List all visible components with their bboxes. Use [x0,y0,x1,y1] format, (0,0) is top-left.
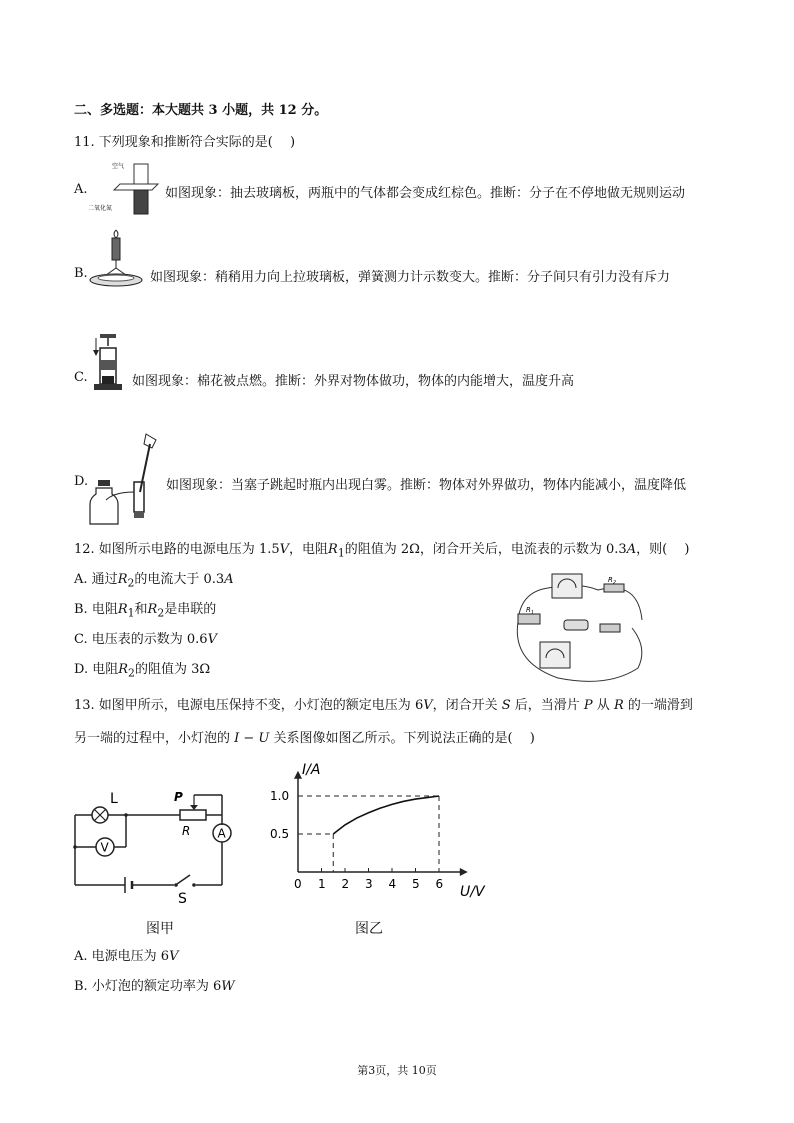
q11-fig-spring-scale [88,228,148,288]
q11-option-d-letter: D. [74,474,89,489]
q11-option-d-text: 如图现象：当塞子跳起时瓶内出现白雾。推断：物体对外界做功，物体内能减小，温度降低 [166,478,687,493]
q12-stem: 12. 如图所示电路的电源电压为 1.5V，电阻$R_1$的阻值为 2Ω，闭合开关后，电流表的示数为 0.3A，则( ) [74,542,690,560]
fig-label-no2: 二氧化氮 [88,205,113,212]
q11-stem: 11. 下列现象和推断符合实际的是( ) [74,135,296,150]
y-tick-label: 0.5 [270,827,290,841]
q11-fig-gas-bottles [88,160,160,218]
voltmeter-device [540,642,570,668]
q11-option-c-text: 如图现象：棉花被点燃。推断：外界对物体做功，物体的内能增大，温度升高 [132,374,575,389]
y-axis-arrow [294,771,302,779]
x-tick-label: 6 [435,877,444,891]
x-tick-label: 2 [341,877,350,891]
svg-text:R1: $R_1$ [526,606,535,616]
section-title: 二、多选题：本大题共 3 小题，共 12 分。 [74,103,328,118]
q13-option-b: B. 小灯泡的额定功率为 6W [74,979,235,994]
q13-circuit-diagram [70,785,240,905]
svg-text:R2: $R_2$ [608,576,617,586]
resistor-r1 [518,614,540,624]
q12-option-a: A. 通过$R_2$的电流大于 0.3A [74,572,234,590]
series-curve [333,796,439,834]
x-tick-label: 4 [388,877,397,891]
q11-option-a-letter: A. [74,182,88,197]
q12-option-d: D. 电阻$R_2$的阻值为 3Ω [74,662,211,680]
svg-text:R: R [182,824,191,838]
q11-option-a-text: 如图现象：抽去玻璃板，两瓶中的气体都会变成红棕色。推断：分子在不停地做无规则运动 [165,186,686,201]
y-tick-label: 1.0 [270,789,290,803]
x-tick-label: 3 [365,877,373,891]
q12-option-c: C. 电压表的示数为 0.6V [74,632,217,647]
y-axis-label: I/A [302,762,321,778]
q13-stem-line2: 另一端的过程中，小灯泡的 I − U 关系图像如图乙所示。下列说法正确的是( ) [74,731,535,746]
caption-circuit: 图甲 [146,921,174,937]
q11-fig-bottle-pump [88,432,164,528]
ammeter-device [552,574,582,598]
page-footer: 第3页，共 10页 [357,1064,437,1077]
q12-fig-circuit-photo [514,572,644,684]
q12-option-b: B. 电阻$R_1$和$R_2$是串联的 [74,602,217,620]
switch-blade [177,875,190,884]
fig-label-air: 空气 [112,163,125,170]
svg-text:S: S [178,891,187,905]
q11-option-b-letter: B. [74,266,88,281]
svg-text:L: L [110,791,118,807]
rheostat-symbol [180,810,206,820]
q13-option-a: A. 电源电压为 6V [74,949,179,964]
x-axis-label: U/V [460,884,485,900]
q13-iu-graph [258,760,498,900]
q13-stem-line1: 13. 如图甲所示，电源电压保持不变，小灯泡的额定电压为 6V，闭合开关 S 后，当滑片 P 从 R 的一端滑到 [74,698,693,713]
q11-fig-air-compression [88,332,128,394]
switch [600,624,620,632]
svg-text:A: A [217,826,226,841]
battery [564,620,588,630]
x-tick-label: 1 [318,877,326,891]
x-tick-label: 5 [412,877,420,891]
q11-option-c-letter: C. [74,370,88,385]
q11-option-b-text: 如图现象：稍稍用力向上拉玻璃板，弹簧测力计示数变大。推断：分子间只有引力没有斥力 [150,270,671,285]
svg-text:V: V [100,840,109,855]
x-axis-arrow [460,868,468,876]
svg-text:P: P [174,790,183,804]
caption-graph: 图乙 [355,921,383,937]
x-tick-label: 0 [294,877,302,891]
